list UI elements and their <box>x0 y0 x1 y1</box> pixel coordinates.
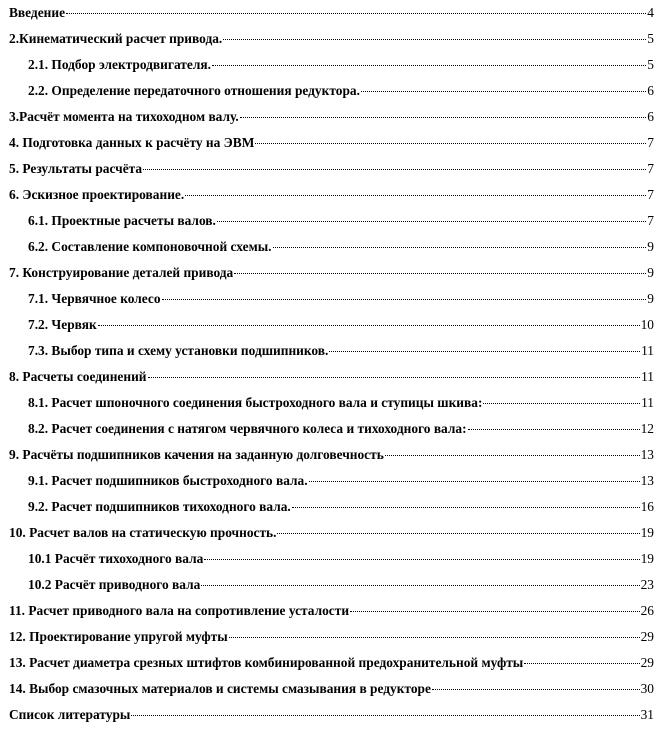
toc-entry-page: 12 <box>640 421 654 436</box>
toc-entry[interactable] <box>9 627 654 647</box>
toc-leader-dots <box>148 377 641 378</box>
toc-entry-title: 5. Результаты расчёта <box>9 161 143 176</box>
toc-entry[interactable] <box>9 445 654 465</box>
toc-leader-dots <box>468 429 640 430</box>
toc-entry-page: 11 <box>641 369 654 384</box>
toc-entry[interactable] <box>9 159 654 179</box>
toc-leader-dots <box>162 299 647 300</box>
toc-subentry[interactable] <box>28 393 654 413</box>
toc-entry-page: 13 <box>640 447 654 462</box>
toc-entry-page: 23 <box>640 577 654 592</box>
toc-entry-title: 9.1. Расчет подшипников быстроходного вала. <box>28 473 308 488</box>
toc-leader-dots <box>483 403 640 404</box>
toc-entry-page: 19 <box>640 525 654 540</box>
toc-leader-dots <box>229 637 640 638</box>
toc-entry-page: 4 <box>647 5 654 20</box>
toc-subentry[interactable] <box>28 237 654 257</box>
toc-entry-title: 8. Расчеты соединений <box>9 369 147 384</box>
toc-entry-title: 11. Расчет приводного вала на сопротивление усталости <box>9 603 350 618</box>
toc-entry-page: 5 <box>647 57 654 72</box>
toc-entry[interactable] <box>9 263 654 283</box>
toc-entry-title: 10.1 Расчёт тихоходного вала <box>28 551 204 566</box>
toc-subentry[interactable] <box>28 575 654 595</box>
toc-entry-title: 14. Выбор смазочных материалов и системы смазывания в редукторе <box>9 681 431 696</box>
toc-entry-title: 13. Расчет диаметра срезных штифтов комбинированной предохранительной муфты <box>9 655 524 670</box>
toc-entry-title: 7.3. Выбор типа и схему установки подшипников. <box>28 343 329 358</box>
toc-entry[interactable] <box>9 3 654 23</box>
toc-entry-page: 10 <box>640 317 654 332</box>
toc-subentry[interactable] <box>28 55 654 75</box>
toc-leader-dots <box>273 247 647 248</box>
toc-entry[interactable] <box>9 133 654 153</box>
toc-entry-title: 10.2 Расчёт приводного вала <box>28 577 201 592</box>
toc-entry-title: 12. Проектирование упругой муфты <box>9 629 228 644</box>
toc-entry-title: 7.1. Червячное колесо <box>28 291 161 306</box>
toc-leader-dots <box>98 325 640 326</box>
toc-entry-page: 11 <box>641 343 654 358</box>
toc-entry-title: 2.1. Подбор электродвигателя. <box>28 57 211 72</box>
toc-entry-title: 6.1. Проектные расчеты валов. <box>28 213 216 228</box>
toc-leader-dots <box>201 585 639 586</box>
toc-leader-dots <box>524 663 639 664</box>
toc-entry-page: 9 <box>647 239 654 254</box>
toc-entry-page: 13 <box>640 473 654 488</box>
toc-subentry[interactable] <box>28 471 654 491</box>
toc-entry-title: 6. Эскизное проектирование. <box>9 187 185 202</box>
toc-entry[interactable] <box>9 653 654 673</box>
toc-entry-page: 29 <box>640 655 654 670</box>
toc-leader-dots <box>212 65 646 66</box>
toc-entry-title: 9.2. Расчет подшипников тихоходного вала. <box>28 499 291 514</box>
toc-leader-dots <box>350 611 640 612</box>
toc-subentry[interactable] <box>28 549 654 569</box>
toc-subentry[interactable] <box>28 81 654 101</box>
toc-leader-dots <box>255 143 646 144</box>
toc-entry-title: 8.1. Расчет шпоночного соединения быстроходного вала и ступицы шкива: <box>28 395 483 410</box>
toc-entry-title: 7. Конструирование деталей привода <box>9 265 234 280</box>
toc-leader-dots <box>329 351 640 352</box>
toc-subentry[interactable] <box>28 211 654 231</box>
toc-leader-dots <box>361 91 646 92</box>
toc-entry-page: 6 <box>647 109 654 124</box>
toc-entry-page: 31 <box>640 707 654 722</box>
toc-leader-dots <box>292 507 640 508</box>
toc-subentry[interactable] <box>28 289 654 309</box>
toc-entry-title: 9. Расчёты подшипников качения на заданную долговечность <box>9 447 384 462</box>
toc-entry-page: 29 <box>640 629 654 644</box>
toc-entry[interactable] <box>9 679 654 699</box>
toc-entry-page: 11 <box>641 395 654 410</box>
toc-entry[interactable] <box>9 185 654 205</box>
toc-entry[interactable] <box>9 367 654 387</box>
toc-leader-dots <box>234 273 646 274</box>
toc-entry-page: 9 <box>647 265 654 280</box>
toc-subentry[interactable] <box>28 497 654 517</box>
toc-entry-page: 9 <box>647 291 654 306</box>
toc-leader-dots <box>385 455 640 456</box>
toc-subentry[interactable] <box>28 419 654 439</box>
toc-entry-page: 7 <box>647 161 654 176</box>
toc-entry-title: 4. Подготовка данных к расчёту на ЭВМ <box>9 135 255 150</box>
toc-entry[interactable] <box>9 523 654 543</box>
toc-entry-title: Введение <box>9 5 66 20</box>
toc-subentry[interactable] <box>28 315 654 335</box>
toc-entry-title: 2.2. Определение передаточного отношения редуктора. <box>28 83 360 98</box>
toc-entry-title: 10. Расчет валов на статическую прочность. <box>9 525 277 540</box>
toc-entry-page: 7 <box>647 213 654 228</box>
toc-entry-page: 7 <box>647 135 654 150</box>
toc-leader-dots <box>131 715 639 716</box>
toc-entry[interactable] <box>9 601 654 621</box>
toc-entry-title: 3.Расчёт момента на тихоходном валу. <box>9 109 239 124</box>
toc-entry[interactable] <box>9 107 654 127</box>
toc-entry[interactable] <box>9 29 654 49</box>
toc-leader-dots <box>309 481 640 482</box>
toc-leader-dots <box>66 13 646 14</box>
toc-entry-title: 2.Кинематический расчет привода. <box>9 31 223 46</box>
toc-entry[interactable] <box>9 705 654 725</box>
toc-leader-dots <box>223 39 646 40</box>
toc-leader-dots <box>277 533 639 534</box>
toc-leader-dots <box>217 221 646 222</box>
toc-entry-page: 7 <box>647 187 654 202</box>
toc-leader-dots <box>432 689 640 690</box>
toc-subentry[interactable] <box>28 341 654 361</box>
toc-entry-title: 8.2. Расчет соединения с натягом червячного колеса и тихоходного вала: <box>28 421 467 436</box>
toc-entry-page: 5 <box>647 31 654 46</box>
toc-entry-page: 6 <box>647 83 654 98</box>
toc-leader-dots <box>143 169 646 170</box>
toc-entry-page: 30 <box>640 681 654 696</box>
toc-entry-page: 19 <box>640 551 654 566</box>
toc-leader-dots <box>240 117 647 118</box>
toc-entry-page: 26 <box>640 603 654 618</box>
toc-entry-page: 16 <box>640 499 654 514</box>
toc-entry-title: 7.2. Червяк <box>28 317 97 332</box>
toc-entry-title: Список литературы <box>9 707 131 722</box>
toc-leader-dots <box>204 559 639 560</box>
toc-leader-dots <box>185 195 646 196</box>
toc-entry-title: 6.2. Составление компоновочной схемы. <box>28 239 272 254</box>
